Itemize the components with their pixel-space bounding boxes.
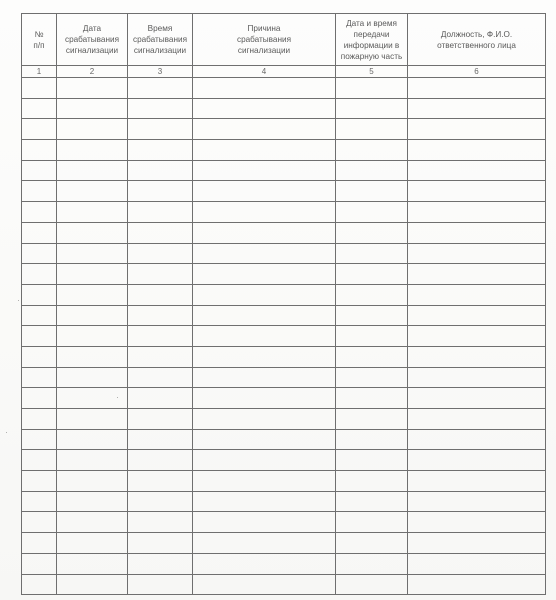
column-number: 5: [336, 66, 408, 78]
log-entry-cell[interactable]: [57, 429, 128, 450]
log-entry-cell[interactable]: [193, 202, 336, 223]
log-entry-cell[interactable]: [408, 367, 546, 388]
log-entry-cell[interactable]: [22, 533, 57, 554]
log-entry-cell[interactable]: [408, 264, 546, 285]
log-entry-cell[interactable]: [128, 284, 193, 305]
log-entry-cell[interactable]: [193, 326, 336, 347]
log-entry-row: [22, 264, 546, 285]
log-entry-cell[interactable]: [57, 202, 128, 223]
log-entry-cell[interactable]: [408, 450, 546, 471]
log-entry-cell[interactable]: [22, 512, 57, 533]
log-entry-cell[interactable]: [193, 471, 336, 492]
log-entry-cell[interactable]: [193, 243, 336, 264]
log-entry-cell[interactable]: [128, 181, 193, 202]
log-entry-cell[interactable]: [57, 222, 128, 243]
log-entry-cell[interactable]: [22, 450, 57, 471]
log-entry-cell[interactable]: [57, 78, 128, 99]
log-entry-cell[interactable]: [193, 119, 336, 140]
log-entry-cell[interactable]: [408, 574, 546, 595]
log-entry-row: [22, 429, 546, 450]
log-entry-cell[interactable]: [22, 140, 57, 161]
column-number: 1: [22, 66, 57, 78]
log-entry-cell[interactable]: [22, 243, 57, 264]
log-entry-cell[interactable]: [193, 222, 336, 243]
log-entry-cell[interactable]: [408, 119, 546, 140]
log-entry-cell[interactable]: [336, 533, 408, 554]
log-entry-cell[interactable]: [193, 140, 336, 161]
log-entry-cell[interactable]: [336, 202, 408, 223]
header-number: № п/п: [22, 14, 57, 66]
log-entry-row: [22, 388, 546, 409]
log-entry-cell[interactable]: [193, 450, 336, 471]
log-entry-cell[interactable]: [22, 284, 57, 305]
log-entry-cell[interactable]: [22, 326, 57, 347]
log-entry-cell[interactable]: [22, 367, 57, 388]
header-alarm-time: Время срабатывания сигнализации: [128, 14, 193, 66]
log-entry-cell[interactable]: [57, 346, 128, 367]
log-entry-cell[interactable]: [57, 388, 128, 409]
log-entry-cell[interactable]: [408, 98, 546, 119]
header-fire-dept-notify: Дата и время передачи информации в пожарную часть: [336, 14, 408, 66]
log-entry-cell[interactable]: [128, 326, 193, 347]
log-entry-cell[interactable]: [336, 243, 408, 264]
log-entry-cell[interactable]: [408, 429, 546, 450]
log-entry-cell[interactable]: [128, 202, 193, 223]
log-entry-cell[interactable]: [22, 160, 57, 181]
log-entry-cell[interactable]: [22, 346, 57, 367]
log-entry-cell[interactable]: [336, 264, 408, 285]
log-entry-row: [22, 284, 546, 305]
log-entry-cell[interactable]: [336, 491, 408, 512]
log-entry-cell[interactable]: [22, 553, 57, 574]
log-entry-cell[interactable]: [57, 471, 128, 492]
log-entry-cell[interactable]: [128, 491, 193, 512]
log-entry-cell[interactable]: [57, 284, 128, 305]
log-entry-row: [22, 533, 546, 554]
column-number: 6: [408, 66, 546, 78]
log-entry-cell[interactable]: [408, 553, 546, 574]
log-entry-cell[interactable]: [408, 284, 546, 305]
log-entry-row: [22, 181, 546, 202]
paper-speck: [6, 432, 7, 433]
header-responsible-person: Должность, Ф.И.О. ответственного лица: [408, 14, 546, 66]
log-entry-cell[interactable]: [193, 78, 336, 99]
paper-speck: [18, 300, 19, 301]
log-entry-cell[interactable]: [336, 471, 408, 492]
log-entry-cell[interactable]: [408, 222, 546, 243]
log-entry-cell[interactable]: [22, 305, 57, 326]
log-entry-cell[interactable]: [57, 409, 128, 430]
log-entry-cell[interactable]: [408, 202, 546, 223]
log-entry-cell[interactable]: [193, 181, 336, 202]
log-entry-cell[interactable]: [128, 533, 193, 554]
log-entry-cell[interactable]: [336, 78, 408, 99]
log-entry-cell[interactable]: [193, 346, 336, 367]
paper-speck: [117, 397, 118, 398]
log-entry-cell[interactable]: [336, 346, 408, 367]
log-entry-cell[interactable]: [336, 181, 408, 202]
log-entry-cell[interactable]: [193, 533, 336, 554]
log-entry-row: [22, 305, 546, 326]
log-entry-cell[interactable]: [193, 512, 336, 533]
log-entry-cell[interactable]: [408, 409, 546, 430]
log-entry-row: [22, 243, 546, 264]
log-entry-row: [22, 160, 546, 181]
log-entry-cell[interactable]: [22, 222, 57, 243]
log-entry-cell[interactable]: [22, 388, 57, 409]
log-entry-cell[interactable]: [22, 202, 57, 223]
log-entry-cell[interactable]: [128, 512, 193, 533]
log-entry-cell[interactable]: [408, 326, 546, 347]
log-entry-cell[interactable]: [57, 491, 128, 512]
log-entry-cell[interactable]: [193, 388, 336, 409]
log-entry-row: [22, 326, 546, 347]
log-entry-cell[interactable]: [336, 140, 408, 161]
log-entry-cell[interactable]: [57, 574, 128, 595]
log-entry-cell[interactable]: [128, 305, 193, 326]
log-entry-cell[interactable]: [128, 574, 193, 595]
log-entry-cell[interactable]: [57, 181, 128, 202]
log-entry-cell[interactable]: [336, 409, 408, 430]
log-entry-row: [22, 409, 546, 430]
log-entry-cell[interactable]: [128, 409, 193, 430]
log-entry-cell[interactable]: [57, 450, 128, 471]
log-entry-row: [22, 222, 546, 243]
log-entry-cell[interactable]: [22, 409, 57, 430]
log-entry-cell[interactable]: [193, 284, 336, 305]
log-entry-cell[interactable]: [336, 553, 408, 574]
log-entry-cell[interactable]: [336, 160, 408, 181]
log-entry-cell[interactable]: [57, 140, 128, 161]
log-entry-cell[interactable]: [128, 367, 193, 388]
log-entry-cell[interactable]: [193, 491, 336, 512]
log-entry-cell[interactable]: [408, 471, 546, 492]
log-entry-row: [22, 512, 546, 533]
log-entry-row: [22, 450, 546, 471]
log-entry-cell[interactable]: [408, 533, 546, 554]
log-entry-cell[interactable]: [408, 140, 546, 161]
log-entry-cell[interactable]: [408, 181, 546, 202]
log-entry-cell[interactable]: [22, 98, 57, 119]
log-entry-cell[interactable]: [128, 471, 193, 492]
log-entry-cell[interactable]: [57, 119, 128, 140]
log-entry-cell[interactable]: [57, 326, 128, 347]
log-entry-cell[interactable]: [336, 326, 408, 347]
log-entry-row: [22, 78, 546, 99]
log-entry-cell[interactable]: [408, 305, 546, 326]
log-entry-cell[interactable]: [57, 243, 128, 264]
log-entry-cell[interactable]: [193, 264, 336, 285]
log-entry-cell[interactable]: [336, 574, 408, 595]
log-entry-cell[interactable]: [57, 553, 128, 574]
log-entry-cell[interactable]: [22, 429, 57, 450]
log-entry-row: [22, 98, 546, 119]
log-entry-cell[interactable]: [128, 346, 193, 367]
log-entry-row: [22, 119, 546, 140]
log-entry-row: [22, 202, 546, 223]
log-entry-cell[interactable]: [193, 160, 336, 181]
log-entry-cell[interactable]: [408, 388, 546, 409]
log-entry-cell[interactable]: [336, 119, 408, 140]
log-entry-cell[interactable]: [408, 78, 546, 99]
log-entry-cell[interactable]: [336, 367, 408, 388]
log-entry-cell[interactable]: [22, 181, 57, 202]
log-entry-cell[interactable]: [408, 512, 546, 533]
log-entry-cell[interactable]: [57, 367, 128, 388]
log-entry-cell[interactable]: [336, 388, 408, 409]
log-entry-cell[interactable]: [128, 78, 193, 99]
log-entry-cell[interactable]: [336, 284, 408, 305]
log-entry-cell[interactable]: [22, 119, 57, 140]
column-number: 2: [57, 66, 128, 78]
alarm-log-table: [21, 13, 546, 595]
log-entry-cell[interactable]: [193, 553, 336, 574]
log-entry-cell[interactable]: [193, 367, 336, 388]
log-entry-cell[interactable]: [57, 160, 128, 181]
log-entry-cell[interactable]: [128, 264, 193, 285]
header-row: [22, 14, 546, 66]
log-entry-cell[interactable]: [57, 512, 128, 533]
log-entry-cell[interactable]: [193, 305, 336, 326]
log-entry-cell[interactable]: [408, 243, 546, 264]
log-entry-cell[interactable]: [336, 98, 408, 119]
log-entry-cell[interactable]: [128, 222, 193, 243]
log-entry-cell[interactable]: [193, 98, 336, 119]
log-entry-cell[interactable]: [57, 533, 128, 554]
log-entry-cell[interactable]: [336, 512, 408, 533]
log-entry-cell[interactable]: [128, 388, 193, 409]
log-entry-row: [22, 553, 546, 574]
log-entry-row: [22, 140, 546, 161]
log-entry-cell[interactable]: [128, 119, 193, 140]
log-entry-cell[interactable]: [336, 429, 408, 450]
log-entry-row: [22, 491, 546, 512]
log-entry-cell[interactable]: [22, 574, 57, 595]
log-entry-cell[interactable]: [128, 553, 193, 574]
log-entry-cell[interactable]: [22, 491, 57, 512]
column-number: 3: [128, 66, 193, 78]
header-alarm-date: Дата срабатывания сигнализации: [57, 14, 128, 66]
header-alarm-cause: Причина срабатывания сигнализации: [193, 14, 336, 66]
column-number-row: [22, 66, 546, 78]
log-entry-cell[interactable]: [22, 78, 57, 99]
log-entry-cell[interactable]: [193, 429, 336, 450]
log-entry-cell[interactable]: [22, 471, 57, 492]
log-entry-cell[interactable]: [336, 450, 408, 471]
column-number: 4: [193, 66, 336, 78]
log-entry-row: [22, 346, 546, 367]
log-entry-cell[interactable]: [193, 409, 336, 430]
log-entry-cell[interactable]: [128, 450, 193, 471]
log-entry-cell[interactable]: [128, 98, 193, 119]
log-entry-cell[interactable]: [57, 305, 128, 326]
log-entry-cell[interactable]: [128, 429, 193, 450]
log-entry-row: [22, 574, 546, 595]
log-entry-cell[interactable]: [128, 140, 193, 161]
log-entry-cell[interactable]: [128, 160, 193, 181]
log-entry-cell[interactable]: [57, 264, 128, 285]
log-entry-row: [22, 471, 546, 492]
log-entry-row: [22, 367, 546, 388]
log-entry-cell[interactable]: [336, 222, 408, 243]
log-entry-cell[interactable]: [128, 243, 193, 264]
log-entry-cell[interactable]: [193, 574, 336, 595]
log-entry-cell[interactable]: [57, 98, 128, 119]
log-entry-cell[interactable]: [408, 491, 546, 512]
log-entry-cell[interactable]: [336, 305, 408, 326]
log-entry-cell[interactable]: [408, 160, 546, 181]
log-entry-cell[interactable]: [22, 264, 57, 285]
log-entry-cell[interactable]: [408, 346, 546, 367]
